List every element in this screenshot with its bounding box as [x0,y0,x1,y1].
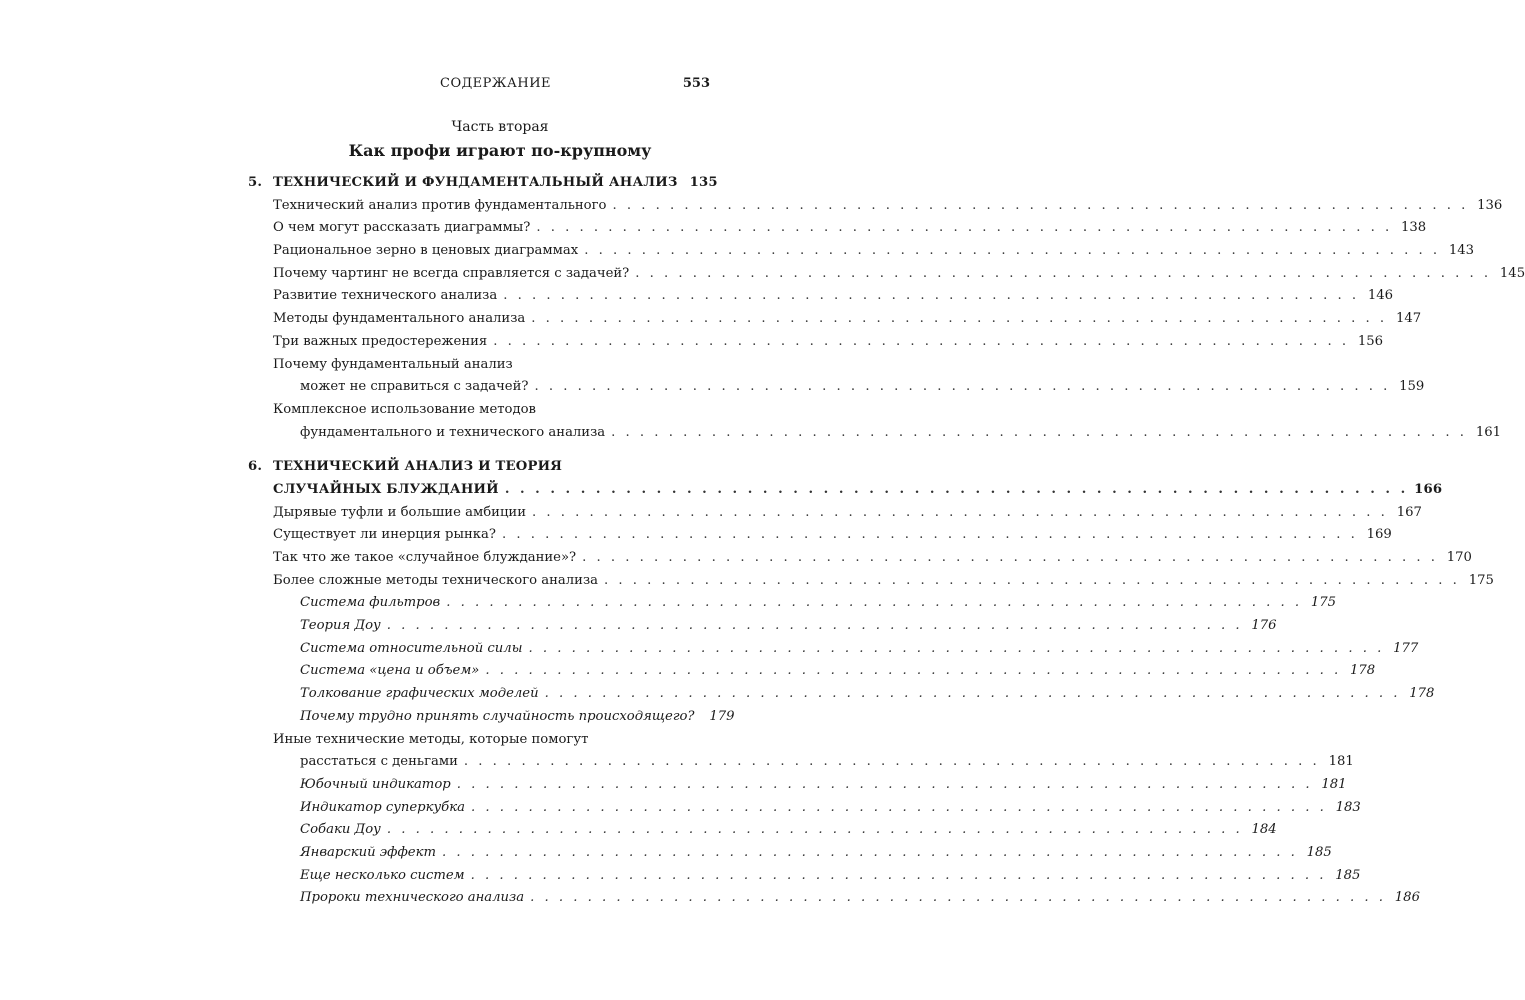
entry-title: Система фильтров [300,595,441,611]
entry-page-number: 166 [1414,481,1443,497]
entry-title: Толкование графических моделей [300,686,539,702]
entry-title: Собаки Доу [300,822,381,838]
entry-line [300,774,1347,797]
entry-title: Более сложные методы технического анализа [273,572,599,588]
leader-dots: . . . . . . . . . . . . . . . . . . . . . . . . . . . . . . . . . . . . . . . . . . . . . . . . . . . . . . . . . . . . [536,220,1393,236]
entry-line [300,751,1354,774]
chapter-number: 5. [248,175,263,190]
toc-subentry [248,615,1277,638]
entry-line [273,285,1394,308]
entry-page-number: 156 [1357,333,1384,349]
entry-page-number: 138 [1400,220,1427,236]
toc-subentry [248,887,1420,910]
toc-subentry [248,842,1332,865]
toc-entry [248,570,1494,593]
entry-page-number: 178 [1409,686,1435,702]
entry-title: Юбочный индикатор [300,776,451,792]
toc-subentry [248,865,1361,888]
entry-title: СЛУЧАЙНЫХ БЛУЖДАНИЙ [273,481,499,497]
entry-title: Теория Доу [300,618,381,634]
running-head [0,76,1000,96]
leader-dots: . . . . . . . . . . . . . . . . . . . . . . . . . . . . . . . . . . . . . . . . . . . . . . . . . . . . . . . . . . . . [528,640,1385,656]
chapter-heading [248,172,718,195]
leader-dots: . . . . . . . . . . . . . . . . . . . . . . . . . . . . . . . . . . . . . . . . . . . . . . . . . . . . . . . . . . . . [386,822,1243,838]
entry-title: Так что же такое «случайное блуждание»? [273,550,577,565]
entry-page-number: 185 [1306,844,1332,860]
running-head-title: СОДЕРЖАНИЕ [440,76,552,91]
leader-dots: . . . . . . . . . . . . . . . . . . . . . . . . . . . . . . . . . . . . . . . . . . . . . . . . . . . . . . . . . . . . [530,890,1386,906]
toc-entry [248,354,710,377]
toc-entry [248,376,1425,399]
leader-dots: . . . . . . . . . . . . . . . . . . . . . . . . . . . . . . . . . . . . . . . . . . . . . . . . . . . . . . . . . . . . [493,333,1350,349]
entry-line [273,172,718,195]
entry-page-number: 175 [1468,572,1494,588]
entry-page-number: 143 [1448,243,1475,259]
entry-title: ТЕХНИЧЕСКИЙ И ФУНДАМЕНТАЛЬНЫЙ АНАЛИЗ [273,175,678,190]
entry-title: Технический анализ против фундаментального [273,197,607,213]
entry-page-number: 170 [1446,550,1472,565]
entry-line [300,376,1425,399]
part-title: Как профи играют по-крупному [348,141,652,160]
toc-subentry [248,819,1277,842]
entry-line [273,479,1443,502]
entry-line [300,706,735,729]
entry-title: Почему трудно принять случайность происходящего? [300,708,695,724]
entry-line [300,592,1337,615]
toc-entry [248,524,1392,547]
entry-page-number: 184 [1251,822,1277,838]
entry-title: Еще несколько систем [300,867,465,883]
entry-title: Три важных предостережения [273,333,488,349]
entry-page-number: 161 [1475,424,1501,440]
toc-entry [248,308,1422,331]
entry-line [300,638,1419,661]
leader-dots: . . . . . . . . . . . . . . . . . . . . . . . . . . . . . . . . . . . . . . . . . . . . . . . . . . . . . . . . . . . . [485,663,1342,679]
leader-dots: . . . . . . . . . . . . . . . . . . . . . . . . . . . . . . . . . . . . . . . . . . . . . . . . . . . . . . . . . . . . [584,243,1441,259]
entry-title: ТЕХНИЧЕСКИЙ АНАЛИЗ И ТЕОРИЯ [273,459,563,475]
entry-line [273,240,1475,263]
toc-entry [248,263,1525,286]
leader-dots: . . . . . . . . . . . . . . . . . . . . . . . . . . . . . . . . . . . . . . . . . . . . . . . . . . . . . . . . . . . . [532,504,1388,520]
leader-dots: . . . . . . . . . . . . . . . . . . . . . . . . . . . . . . . . . . . . . . . . . . . . . . . . . . . . . . . . . . . . [544,686,1401,702]
entry-page-number: 186 [1394,890,1420,906]
toc-subentry [248,638,1419,661]
entry-line [300,887,1420,910]
toc-entry [248,285,1394,308]
entry-page-number: 183 [1335,799,1361,815]
leader-dots: . . . . . . . . . . . . . . . . . . . . . . . . . . . . . . . . . . . . . . . . . . . . . . . . . . . . . . . . . . . . [582,550,1438,565]
entry-page-number: 181 [1328,754,1354,770]
entry-line [300,797,1361,820]
toc-subentry [248,592,1337,615]
leader-dots: . . . . . . . . . . . . . . . . . . . . . . . . . . . . . . . . . . . . . . . . . . . . . . . . . . . . . . . . . . . . [470,867,1327,883]
leader-dots: . . . . . . . . . . . . . . . . . . . . . . . . . . . . . . . . . . . . . . . . . . . . . . . . . . . . . . . . . . . . [611,424,1467,440]
entry-line [300,660,1376,683]
entry-page-number: 145 [1499,265,1525,281]
entry-page-number: 169 [1366,527,1392,543]
entry-title: Январский эффект [300,844,436,860]
entry-page-number: 159 [1399,379,1425,395]
entry-line [273,195,1503,218]
entry-page-number: 147 [1395,311,1422,327]
entry-line [300,819,1277,842]
chapter-heading [248,456,710,479]
chapter-gap [248,444,710,456]
entry-page-number: 135 [689,175,718,190]
leader-dots: . . . . . . . . . . . . . . . . . . . . . . . . . . . . . . . . . . . . . . . . . . . . . . . . . . . . . . . . . . . . [446,595,1303,611]
toc-entry [248,422,1501,445]
leader-dots: . . . . . . . . . . . . . . . . . . . . . . . . . . . . . . . . . . . . . . . . . . . . . . . . . . . . . . . . . . . . [612,197,1469,213]
entry-title: Почему фундаментальный анализ [273,356,513,372]
toc-entry [248,217,1427,240]
toc-entry [248,331,1384,354]
entry-line [300,865,1361,888]
entry-title: фундаментального и технического анализа [300,424,606,440]
entry-line [273,217,1427,240]
entry-title: Развитие технического анализа [273,288,498,304]
leader-dots: . . . . . . . . . . . . . . . . . . . . . . . . . . . . . . . . . . . . . . . . . . . . . . . . . . . . . . . . . . . . [534,379,1391,395]
entry-line [273,263,1525,286]
entry-page-number: 181 [1321,776,1347,792]
leader-dots: . . . . . . . . . . . . . . . . . . . . . . . . . . . . . . . . . . . . . . . . . . . . . . . . . . . . . . . . . . . . [604,572,1460,588]
leader-dots: . . . . . . . . . . . . . . . . . . . . . . . . . . . . . . . . . . . . . . . . . . . . . . . . . . . . . . . . . . . . [503,288,1360,304]
entry-title: может не справиться с задачей? [300,379,529,395]
entry-page-number: 176 [1251,618,1277,634]
toc-subentry [248,797,1361,820]
entry-line [273,331,1384,354]
entry-line [300,683,1435,706]
entry-title: Методы фундаментального анализа [273,311,526,327]
entry-title: О чем могут рассказать диаграммы? [273,220,531,236]
toc-subentry [248,660,1376,683]
chapter-number: 6. [248,459,263,475]
entry-title: Система «цена и объем» [300,663,480,679]
entry-page-number: 178 [1350,663,1376,679]
entry-line [273,570,1494,593]
toc-entry [248,195,1503,218]
entry-page-number: 146 [1367,288,1394,304]
entry-title: Иные технические методы, которые помогут [273,731,589,747]
leader-dots: . . . . . . . . . . . . . . . . . . . . . . . . . . . . . . . . . . . . . . . . . . . . . . . . . . . . . . . . . . . . [456,776,1313,792]
leader-dots: . . . . . . . . . . . . . . . . . . . . . . . . . . . . . . . . . . . . . . . . . . . . . . . . . . . . . . . . . . . . [463,754,1320,770]
table-of-contents [248,172,1525,910]
toc-entry [248,240,1475,263]
toc-subentry [248,683,1435,706]
toc-subentry [248,774,1347,797]
entry-page-number: 167 [1396,504,1422,520]
entry-title: Система относительной силы [300,640,523,656]
toc-subentry [248,706,735,729]
entry-title: Дырявые туфли и большие амбиции [273,504,527,520]
toc-entry [248,399,710,422]
toc-entry [248,502,1422,525]
entry-page-number: 136 [1477,197,1503,213]
entry-line [273,502,1422,525]
leader-dots: . . . . . . . . . . . . . . . . . . . . . . . . . . . . . . . . . . . . . . . . . . . . . . . . . . . . . . . . . . . . [386,618,1243,634]
part-label: Часть вторая [451,119,549,135]
leader-dots: . . . . . . . . . . . . . . . . . . . . . . . . . . . . . . . . . . . . . . . . . . . . . . . . . . . . . . . . . . . . [501,527,1358,543]
entry-page-number: 185 [1335,867,1361,883]
entry-line [300,422,1501,445]
toc-entry [248,751,1354,774]
leader-dots: . . . . . . . . . . . . . . . . . . . . . . . . . . . . . . . . . . . . . . . . . . . . . . . . . . . . . . . . . . . . [470,799,1327,815]
leader-dots: . . . . . . . . . . . . . . . . . . . . . . . . . . . . . . . . . . . . . . . . . . . . . . . . . . . . . . . . . . . . [531,311,1388,327]
entry-line [273,547,1472,570]
entry-title: Индикатор суперкубка [300,799,465,815]
page-number: 553 [682,76,710,91]
entry-title: расстаться с деньгами [300,754,458,770]
toc-entry [248,547,1472,570]
leader-dots: . . . . . . . . . . . . . . . . . . . . . . . . . . . . . . . . . . . . . . . . . . . . . . . . . . . . . . . . . . . . [635,265,1492,281]
entry-line [300,842,1332,865]
entry-title: Пророки технического анализа [300,890,525,906]
entry-page-number: 177 [1393,640,1419,656]
entry-page-number: 175 [1310,595,1337,611]
entry-page-number: 179 [709,708,735,724]
entry-title: Комплексное использование методов [273,401,536,417]
leader-dots: . . . . . . . . . . . . . . . . . . . . . . . . . . . . . . . . . . . . . . . . . . . . . . . . . . . . . . . . . . . . [441,844,1298,860]
entry-line [300,615,1277,638]
entry-title: Рациональное зерно в ценовых диаграммах [273,243,579,259]
chapter-heading [248,479,1443,502]
entry-title: Существует ли инерция рынка? [273,527,496,543]
leader-dots: . . . . . . . . . . . . . . . . . . . . . . . . . . . . . . . . . . . . . . . . . . . . . . . . . . . . . . . . . . . . [504,481,1409,497]
entry-line [273,524,1392,547]
entry-title: Почему чартинг не всегда справляется с задачей? [273,265,630,281]
toc-entry [248,729,710,752]
entry-line [273,308,1422,331]
